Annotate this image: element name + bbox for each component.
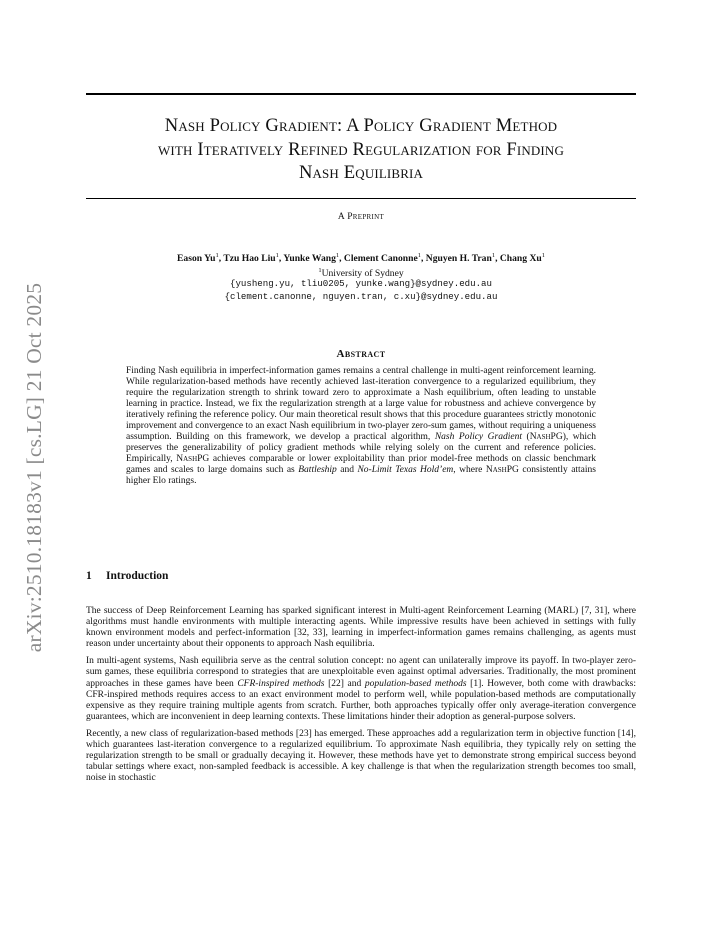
method-name: population-based methods (364, 678, 467, 689)
author-name: Nguyen H. Tran (425, 253, 492, 265)
benchmark-domain: Battleship (298, 465, 337, 475)
title-line: Nash Equilibria (298, 162, 424, 183)
author-affiliation-mark: 1 (335, 252, 340, 259)
abstract-text: consistently attains higher Elo ratings. (126, 465, 596, 486)
author-name: Tzu Hao Liu (223, 253, 276, 265)
abstract-body (126, 366, 596, 487)
title-bottom-rule (86, 198, 636, 199)
introduction-body (86, 606, 636, 790)
author-emails: {clement.canonne, nguyen.tran, c.xu}@sydney.edu.au (224, 291, 498, 302)
affiliation-mark: 1 (318, 267, 322, 274)
abstract-text: Finding Nash equilibria in imperfect-information games remains a central challenge in multi-agent reinforcement learning. While regularization-based methods have recently achieved last-iteration convergence to a regularized equilibrium, they require the regularization strength to shrink toward zero to approximate a Nash equilibrium, often leading to unstable learning in practice. Instead, we fix the regularization strength at a large value for robustness and achieve convergence by iteratively refining the reference policy. Our main theoretical result shows that this procedure guarantees strictly monotonic improvement and convergence to an exact Nash equilibrium in two-player zero-sum games, without requiring a uniqueness assumption. Building on this framework, we develop a practical algorithm, (126, 366, 596, 442)
paragraph-text: In multi-agent systems, Nash equilibria serve as the central solution concept: no agent can unilaterally improve its payoff. In two-player zero-sum games, these equilibria correspond to strategies that are unexploitable even against optimal adversaries. Traditionally, the most prominent approaches in these games have been (86, 656, 636, 689)
algorithm-abbrev: NashPG (529, 432, 563, 442)
paragraph (86, 656, 636, 723)
section-title: Introduction (106, 570, 169, 582)
abstract-text: ( (521, 432, 530, 442)
benchmark-domain: No-Limit Texas Hold’em (357, 465, 454, 475)
arxiv-identifier-text: arXiv:2510.18183v1 [cs.LG] 21 Oct 2025 (22, 282, 47, 652)
paragraph-text: [1]. However, both come with drawbacks: CFR-inspired methods requires access to an exact environment model to perform well, while population-based methods are computationally expensive as they require training multiple agents from scratch. Further, both approaches typically offer only average-iteration convergence guarantees, which are inconvenient in deep learning contexts. These limitations hinder their adoption as general-purpose solvers. (86, 678, 636, 722)
author-name: Eason Yu (177, 253, 216, 265)
author-affiliation-mark: 1 (491, 252, 496, 259)
title-line: with Iteratively Refined Regularization for Finding (158, 138, 564, 160)
preprint-label: A Preprint (337, 212, 385, 222)
section-heading (86, 570, 636, 582)
abstract-text: , where (453, 465, 486, 475)
paper-title (86, 114, 636, 185)
method-name: CFR-inspired methods (237, 678, 325, 689)
arxiv-identifier (20, 262, 50, 672)
title-line: Nash Policy Gradient: A Policy Gradient Method (164, 115, 558, 136)
author-name: Chang Xu (499, 253, 542, 265)
abstract-text: ), which preserves the generalizability of policy gradient methods while relying solely on the current and reference policies. Empirically, (126, 432, 596, 464)
author-list: Eason Yu$^1$, Tzu Hao Liu$^1$, Yunke Wang$^1$, Clement Canonne$^1$, Nguyen H. Tran$^1$, Chang Xu$^1$ (177, 252, 545, 265)
algorithm-abbrev: NashPG (176, 454, 210, 464)
title-top-rule (86, 93, 636, 95)
author-name: Clement Canonne (343, 253, 418, 265)
author-affiliation-mark: 1 (275, 252, 279, 259)
author-affiliation-mark: 1 (417, 252, 421, 259)
algorithm-name: Nash Policy Gradient (434, 432, 522, 442)
author-emails: {yusheng.yu, tliu0205, yunke.wang}@sydney.edu.au (230, 278, 492, 289)
author-name: Yunke Wang (283, 253, 336, 265)
paragraph: The success of Deep Reinforcement Learning has sparked significant interest in Multi-agent Reinforcement Learning (MARL) [7, 31], where algorithms must handle environments with multiple interacting agents. While impressive results have been achieved in settings with fully known environment models and perfect-information [32, 33], learning in imperfect-information games remains challenging, as agents must reason under uncertainty about their opponents to approach Nash equilibria. (86, 606, 636, 650)
algorithm-abbrev: NashPG (485, 465, 519, 475)
author-affiliation-mark: 1 (541, 252, 545, 259)
affiliation-name: University of Sydney (321, 268, 404, 280)
section-number: 1 (86, 570, 92, 582)
paragraph-text: [22] and (324, 678, 365, 689)
abstract-text: and (336, 465, 358, 475)
paragraph: Recently, a new class of regularization-based methods [23] has emerged. These approaches add a regularization term in objective function [14], which guarantees last-iteration convergence to a regularized equilibrium. To approximate Nash equilibria, they typically rely on setting the regularization strength to be small or gradually decaying it. However, these methods have yet to demonstrate strong empirical success beyond tabular settings where exact, non-sampled feedback is accessible. A key challenge is that when the regularization strength becomes too small, noise in stochastic (86, 728, 636, 784)
author-affiliation-mark: 1 (215, 252, 219, 259)
abstract-heading: Abstract (336, 348, 386, 360)
abstract-text: achieves comparable or lower exploitability than prior model-free methods on classic benchmark games and scales to large domains such as (126, 454, 596, 475)
